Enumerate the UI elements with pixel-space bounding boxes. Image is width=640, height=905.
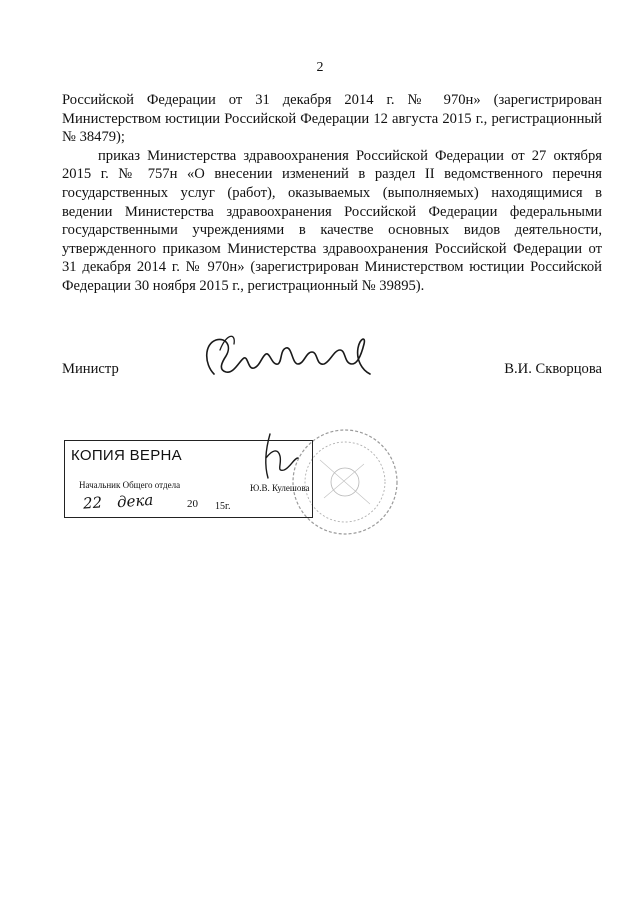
stamp-month: дека — [116, 490, 154, 512]
signer-name: В.И. Скворцова — [504, 361, 602, 377]
stamp-name: Ю.В. Кулешова — [250, 483, 310, 493]
stamp-position: Начальник Общего отдела — [79, 480, 181, 490]
document-body — [62, 91, 602, 296]
paragraph-1: Российской Федерации от 31 декабря 2014 г. № 970н» (зарегистрирован Министерством юстиции Российской Федерации 12 августа 2015 г., регистрационный № 38479); — [62, 92, 602, 146]
stamp-title: КОПИЯ ВЕРНА — [71, 447, 182, 464]
paragraph-2: приказ Министерства здравоохранения Российской Федерации от 27 октября 2015 г. № 757н «О внесении изменений в раздел II ведомственного перечня государственных услуг (работ), оказываемых (выполняемых) находящимися в ведении Министерства здравоохранения Российской Федерации федеральными государственными учреждениями в качестве основных видов деятельности, утвержденного приказом Министерства здравоохранения Российской Федерации от 31 декабря 2014 г. № 970н» (зарегистрирован Министерством юстиции Российской Федерации 30 ноября 2015 г., регистрационный № 39895). — [62, 147, 602, 294]
signer-title: Министр — [62, 361, 119, 377]
copy-signature — [248, 428, 308, 488]
stamp-year-prefix: 20 — [187, 498, 198, 510]
signature-row — [62, 361, 602, 381]
stamp-year-suffix: 15г. — [215, 501, 231, 512]
page-number: 2 — [316, 60, 324, 75]
stamp-day: 22 — [82, 493, 103, 513]
